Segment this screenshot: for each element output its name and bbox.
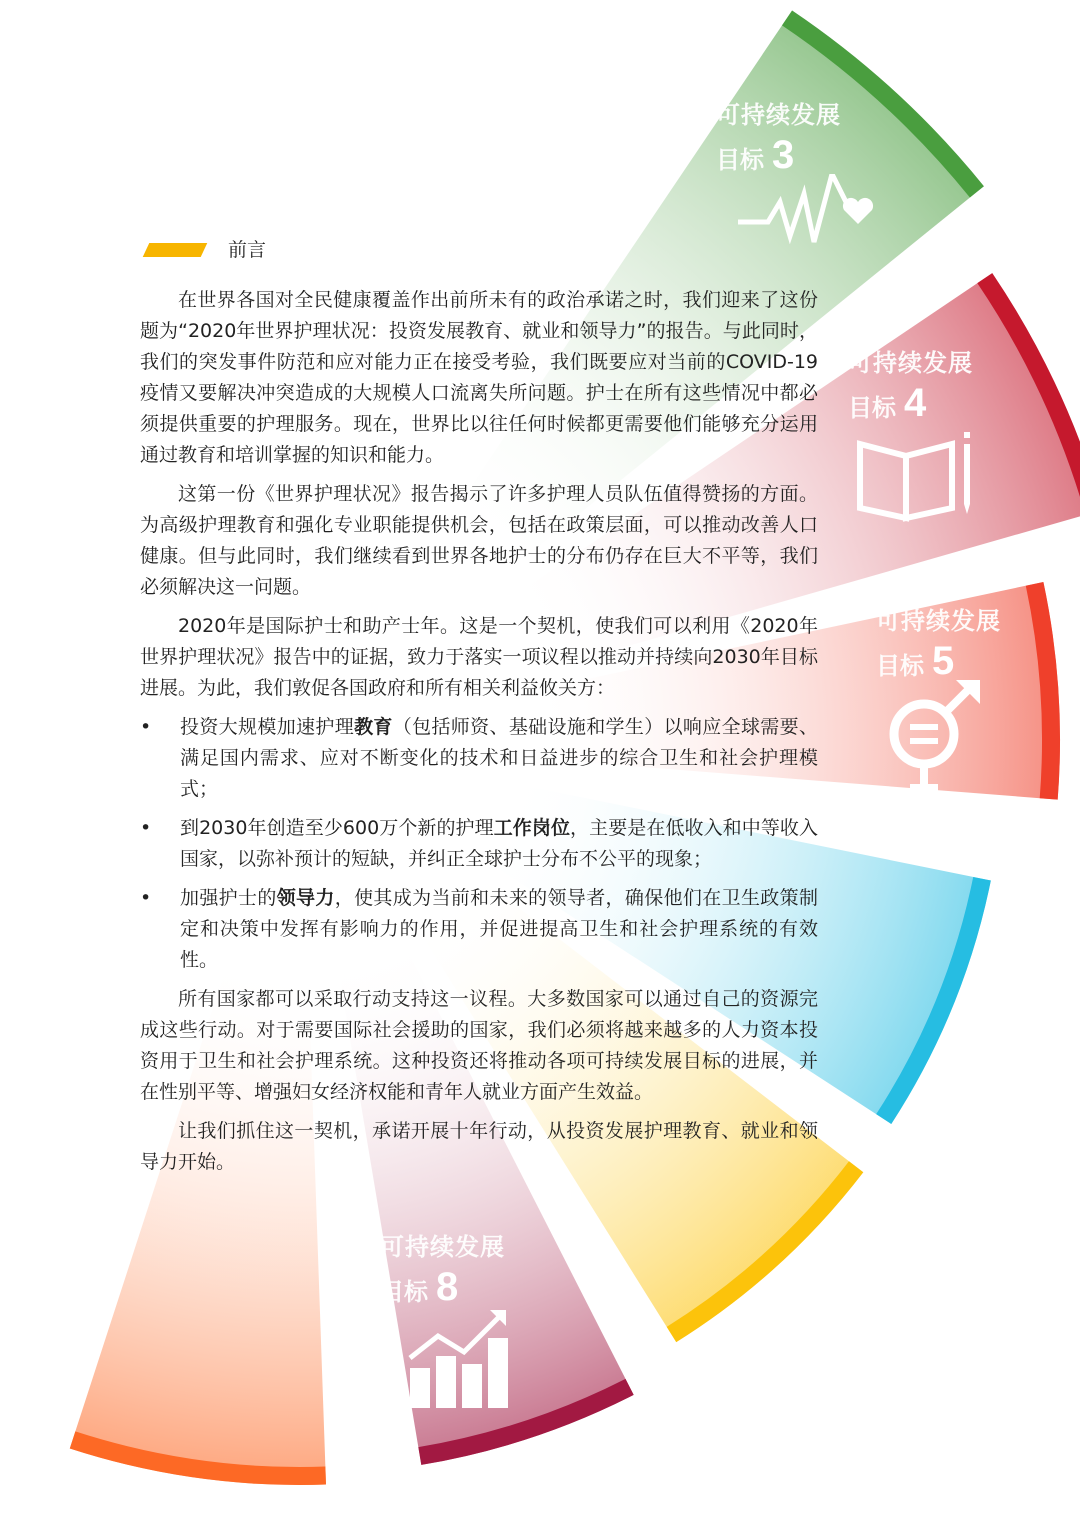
goal-3-label [716, 100, 878, 244]
section-title: 前言 [228, 238, 267, 261]
list-item [140, 712, 818, 805]
list-item [140, 813, 818, 875]
item-emphasis: 领导力 [276, 887, 335, 909]
goal-prefix: 目标 [716, 146, 764, 174]
growth-chart-icon [406, 1308, 516, 1408]
action-list [140, 712, 818, 976]
bullet-icon: • [140, 887, 152, 909]
heartbeat-icon [738, 174, 878, 244]
goal-title: 可持续发展 [848, 349, 973, 377]
goal-prefix: 目标 [848, 394, 896, 422]
bullet-icon: • [140, 817, 152, 839]
item-text: （包括师资、基础设施和学生）以响应全球需要、满足国内需求、应对不断变化的技术和日益进步的综合卫生和社会护理模式； [180, 716, 818, 800]
item-text: ，使其成为当前和未来的领导者，确保他们在卫生政策制定和决策中发挥有影响力的作用，并促进提高卫生和社会护理系统的有效性。 [180, 887, 818, 971]
book-pencil-icon [856, 432, 976, 522]
gender-equality-icon [876, 676, 986, 806]
paragraph: 2020年是国际护士和助产士年。这是一个契机，使我们可以利用《2020年世界护理状况》报告中的证据，致力于落实一项议程以推动并持续向2030年目标进展。为此，我们敦促各国政府和所有相关利益攸关方： [140, 615, 818, 699]
foreword-section [140, 237, 818, 1186]
goal-prefix: 目标 [380, 1278, 428, 1306]
paragraph: 这第一份《世界护理状况》报告揭示了许多护理人员队伍值得赞扬的方面。为高级护理教育和强化专业职能提供机会，包括在政策层面，可以推动改善人口健康。但与此同时，我们继续看到世界各地护士的分布仍存在巨大不平等，我们必须解决这一问题。 [140, 483, 818, 598]
goal-prefix: 目标 [876, 652, 924, 680]
item-emphasis: 工作岗位 [493, 817, 571, 839]
item-emphasis: 教育 [354, 716, 393, 738]
goal-title: 可持续发展 [876, 607, 1001, 635]
goal-8-label [380, 1232, 516, 1408]
item-text: 投资大规模加速护理 [180, 716, 355, 738]
goal-4-label [848, 348, 976, 522]
goal-number: 4 [904, 381, 927, 425]
paragraph: 在世界各国对全民健康覆盖作出前所未有的政治承诺之时，我们迎来了这份题为“2020年世界护理状况：投资发展教育、就业和领导力”的报告。与此同时，我们的突发事件防范和应对能力正在接受考验，我们既要应对当前的COVID-19疫情又要解决冲突造成的大规模人口流离失所问题。护士在所有这些情况中都必须提供重要的护理服务。现在，世界比以往任何时候都更需要他们能够充分运用通过教育和培训掌握的知识和能力。 [140, 289, 818, 466]
section-heading [140, 237, 818, 263]
list-item [140, 883, 818, 976]
paragraph: 让我们抓住这一契机，承诺开展十年行动，从投资发展护理教育、就业和领导力开始。 [140, 1120, 818, 1173]
heading-accent-bar [143, 243, 208, 257]
item-text: ，主要是在低收入和中等收入国家，以弥补预计的短缺，并纠正全球护士分布不公平的现象； [180, 817, 818, 870]
goal-title: 可持续发展 [380, 1233, 505, 1261]
goal-number: 8 [436, 1265, 459, 1309]
item-text: 加强护士的 [180, 887, 277, 909]
goal-number: 3 [772, 133, 795, 177]
goal-5-label [876, 606, 1001, 806]
item-text: 到2030年创造至少600万个新的护理 [180, 817, 494, 839]
bullet-icon: • [140, 716, 152, 738]
paragraph: 所有国家都可以采取行动支持这一议程。大多数国家可以通过自己的资源完成这些行动。对于需要国际社会援助的国家，我们必须将越来越多的人力资本投资用于卫生和社会护理系统。这种投资还将推动各项可持续发展目标的进展，并在性别平等、增强妇女经济权能和青年人就业方面产生效益。 [140, 988, 818, 1103]
goal-number: 5 [932, 639, 955, 683]
goal-title: 可持续发展 [716, 101, 841, 129]
